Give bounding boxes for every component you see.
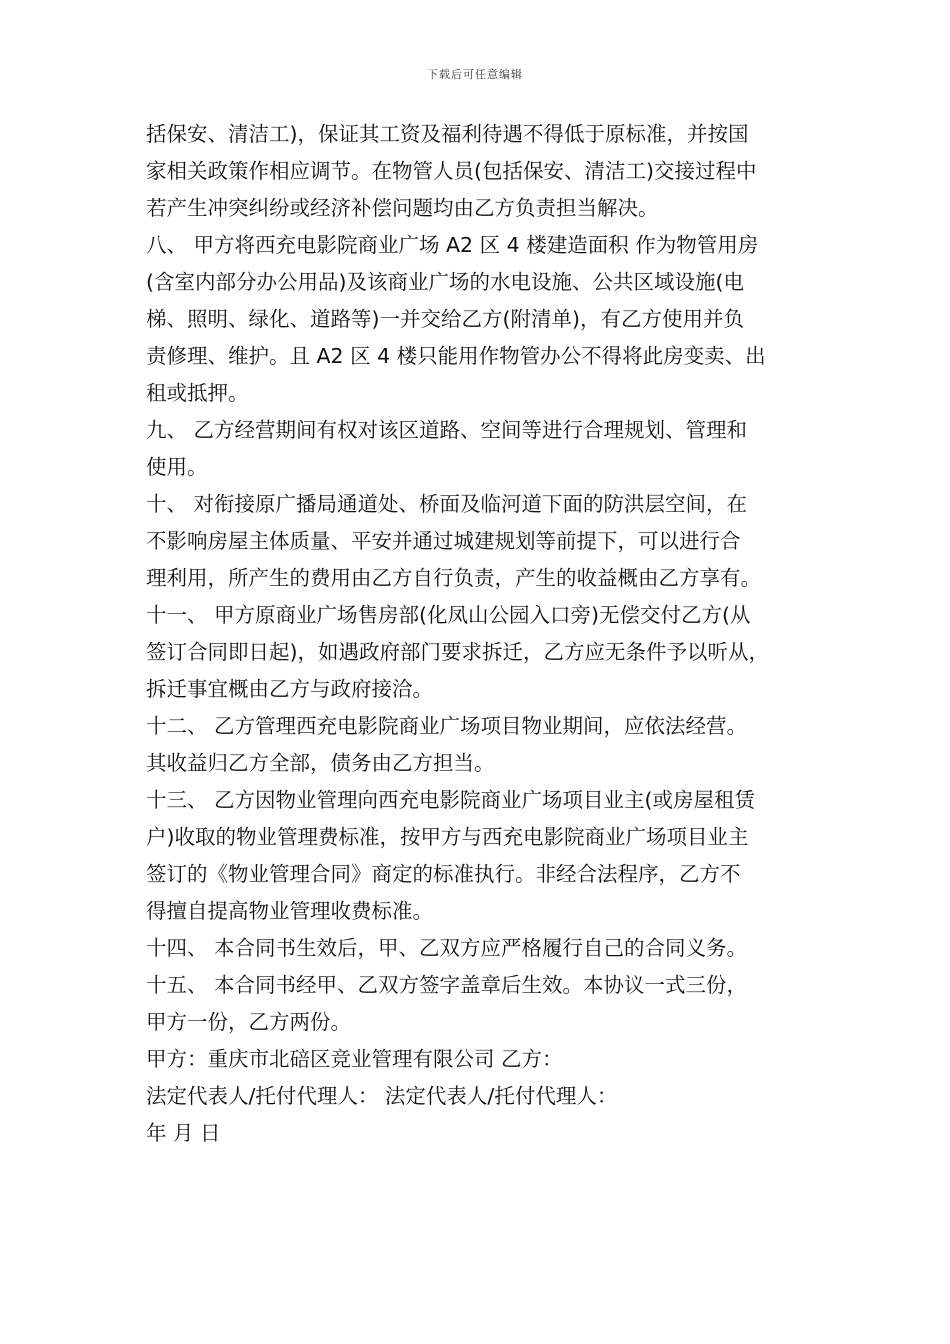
clause-fifteen: 十五、 本合同书经甲、乙双方签字盖章后生效。本协议一式三份，	[146, 973, 748, 997]
clause-eleven: 十一、 甲方原商业广场售房部(化凤山公园入口旁)无偿交付乙方(从	[146, 603, 751, 627]
text-line: 其收益归乙方全部，债务由乙方担当。	[146, 751, 495, 775]
text-line: 责修理、维护。且 A2 区 4 楼只能用作物管办公不得将此房变卖、出	[146, 344, 766, 368]
text-line: 租或抵押。	[146, 381, 249, 405]
clause-fourteen: 十四、 本合同书生效后，甲、乙双方应严格履行自己的合同义务。	[146, 936, 748, 960]
text-line: 不影响房屋主体质量、平安并通过城建规划等前提下，可以进行合	[146, 529, 741, 553]
page-header: 下载后可任意编辑	[427, 68, 523, 81]
clause-eight: 八、 甲方将西充电影院商业广场 A2 区 4 楼建造面积 作为物管用房	[146, 233, 759, 257]
signature-parties: 甲方：重庆市北碚区竞业管理有限公司 乙方：	[146, 1047, 563, 1071]
text-line: 签订合同即日起)，如遇政府部门要求拆迁，乙方应无条件予以听从，	[146, 640, 769, 664]
contract-body	[146, 116, 826, 1152]
text-line: 理利用，所产生的费用由乙方自行负责，产生的收益概由乙方享有。	[146, 566, 761, 590]
text-line: 梯、照明、绿化、道路等)一并交给乙方(附清单)，有乙方使用并负	[146, 307, 744, 331]
text-line: 家相关政策作相应调节。在物管人员(包括保安、清洁工)交接过程中	[146, 159, 757, 183]
text-line: (含室内部分办公用品)及该商业广场的水电设施、公共区域设施(电	[146, 270, 744, 294]
text-line: 使用。	[146, 455, 208, 479]
clause-ten: 十、 对衔接原广播局通道处、桥面及临河道下面的防洪层空间，在	[146, 492, 748, 516]
clause-thirteen: 十三、 乙方因物业管理向西充电影院商业广场项目业主(或房屋租赁	[146, 788, 756, 812]
text-line: 拆迁事宜概由乙方与政府接洽。	[146, 677, 433, 701]
text-line: 户)收取的物业管理费标准，按甲方与西充电影院商业广场项目业主	[146, 825, 749, 849]
text-line: 甲方一份，乙方两份。	[146, 1010, 351, 1034]
text-line: 得擅自提高物业管理收费标准。	[146, 899, 433, 923]
text-line: 签订的《物业管理合同》商定的标准执行。非经合法程序，乙方不	[146, 862, 741, 886]
clause-nine: 九、 乙方经营期间有权对该区道路、空间等进行合理规划、管理和	[146, 418, 748, 442]
text-line: 括保安、清洁工)，保证其工资及福利待遇不得低于原标准，并按国	[146, 122, 749, 146]
signature-date: 年 月 日	[146, 1121, 221, 1145]
clause-twelve: 十二、 乙方管理西充电影院商业广场项目物业期间，应依法经营。	[146, 714, 748, 738]
signature-representatives: 法定代表人/托付代理人： 法定代表人/托付代理人：	[146, 1084, 618, 1108]
text-line: 若产生冲突纠纷或经济补偿问题均由乙方负责担当解决。	[146, 196, 659, 220]
